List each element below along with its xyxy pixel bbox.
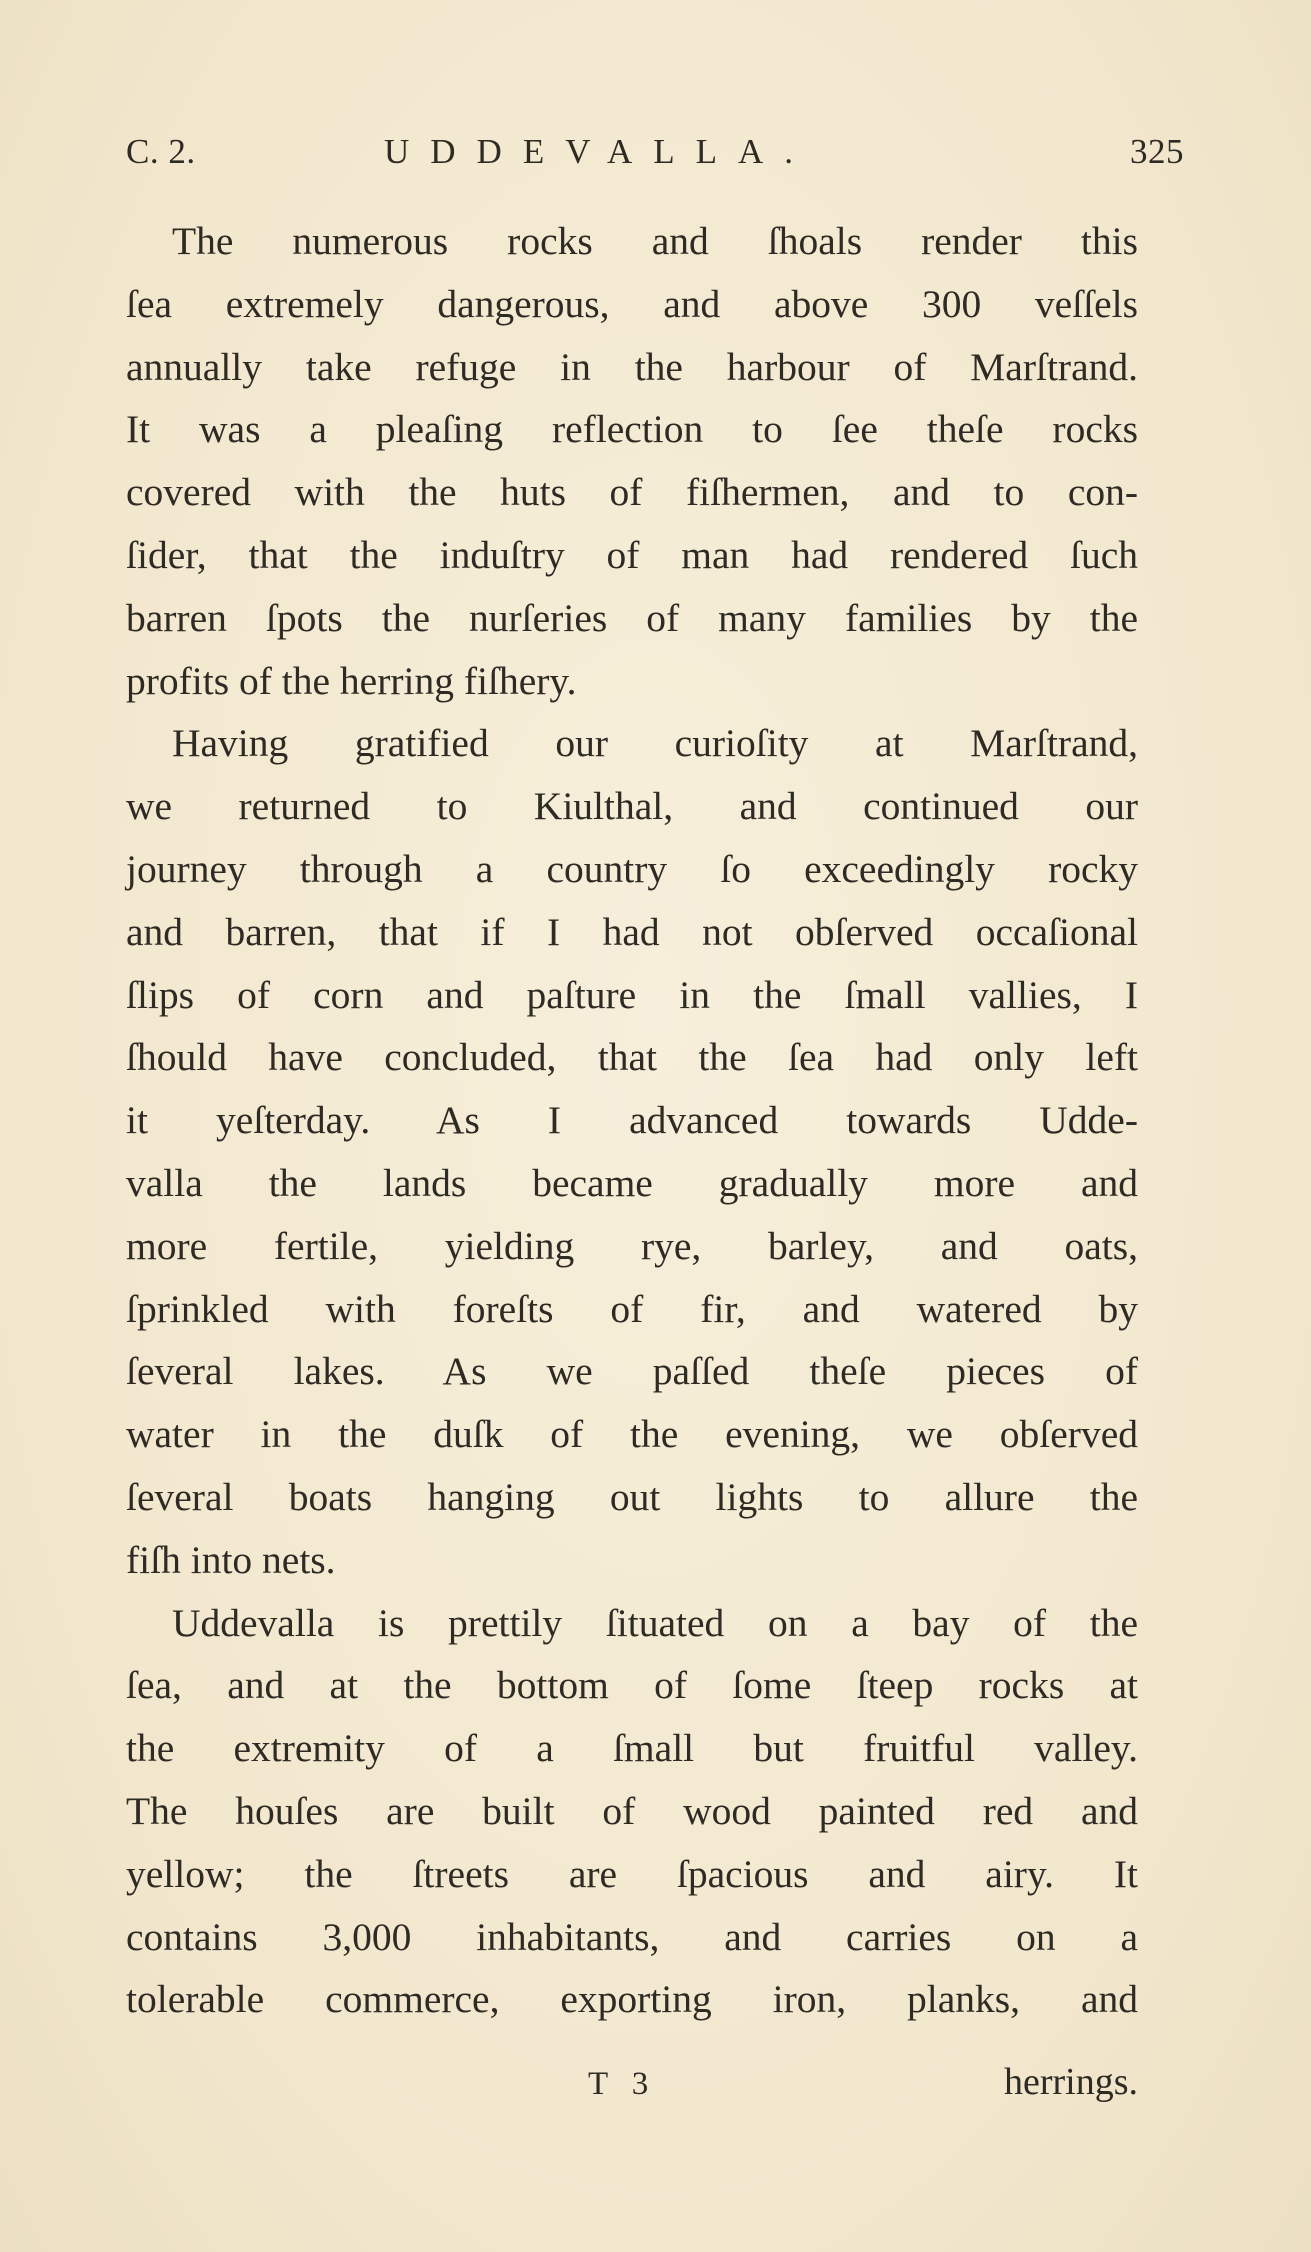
text-line: valla the lands became gradually more and <box>126 1160 1138 1205</box>
text-line: and barren, that if I had not obſerved occaſional <box>126 909 1138 954</box>
text-line: covered with the huts of fiſhermen, and to con- <box>126 470 1138 515</box>
text-line: Having gratified our curioſity at Marſtrand, <box>172 721 1138 766</box>
text-line: more fertile, yielding rye, barley, and oats, <box>126 1223 1138 1268</box>
text-line: fiſh into nets. <box>126 1537 336 1582</box>
signature-mark: T 3 <box>588 2066 657 2102</box>
text-line: The numerous rocks and ſhoals render this <box>172 219 1138 263</box>
text-line: yellow; the ſtreets are ſpacious and airy. It <box>126 1851 1138 1896</box>
text-line: ſeveral lakes. As we paſſed theſe pieces of <box>126 1349 1138 1394</box>
page-number: 325 <box>1130 132 1184 171</box>
chapter-marker: C. 2. <box>126 132 196 171</box>
text-line: ſeveral boats hanging out lights to allure the <box>126 1474 1138 1519</box>
text-line: ſea extremely dangerous, and above 300 veſſels <box>126 281 1138 326</box>
text-line: the extremity of a ſmall but fruitful valley. <box>126 1726 1138 1771</box>
text-line: ſea, and at the bottom of ſome ſteep rocks at <box>126 1663 1138 1708</box>
text-line: we returned to Kiulthal, and continued our <box>126 784 1138 829</box>
text-line: water in the duſk of the evening, we obſerved <box>126 1412 1138 1457</box>
running-header <box>126 132 1184 192</box>
text-line: barren ſpots the nurſeries of many families by the <box>126 595 1138 640</box>
text-line: profits of the herring fiſhery. <box>126 658 577 703</box>
text-line: ſlips of corn and paſture in the ſmall vallies, I <box>126 972 1138 1017</box>
text-line: Uddevalla is prettily ſituated on a bay of the <box>172 1600 1138 1645</box>
running-title: UDDEVALLA. <box>384 132 815 171</box>
text-line: It was a pleaſing reflection to ſee theſe rocks <box>126 407 1138 452</box>
text-line: tolerable commerce, exporting iron, planks, and <box>126 1977 1138 2022</box>
body-text <box>126 210 1138 2031</box>
text-line: annually take refuge in the harbour of Marſtrand. <box>126 344 1138 389</box>
text-line: journey through a country ſo exceedingly rocky <box>126 846 1138 891</box>
text-line: ſider, that the induſtry of man had rendered ſuch <box>126 532 1138 577</box>
text-line: contains 3,000 inhabitants, and carries on a <box>126 1914 1138 1959</box>
text-line: it yeſterday. As I advanced towards Udde- <box>126 1098 1138 1143</box>
text-line: The houſes are built of wood painted red and <box>126 1788 1138 1833</box>
page-footer <box>126 2060 1138 2120</box>
text-line: ſprinkled with foreſts of fir, and watered by <box>126 1286 1138 1331</box>
text-line: ſhould have concluded, that the ſea had only left <box>126 1035 1138 1080</box>
catchword: herrings. <box>1003 2061 1138 2103</box>
